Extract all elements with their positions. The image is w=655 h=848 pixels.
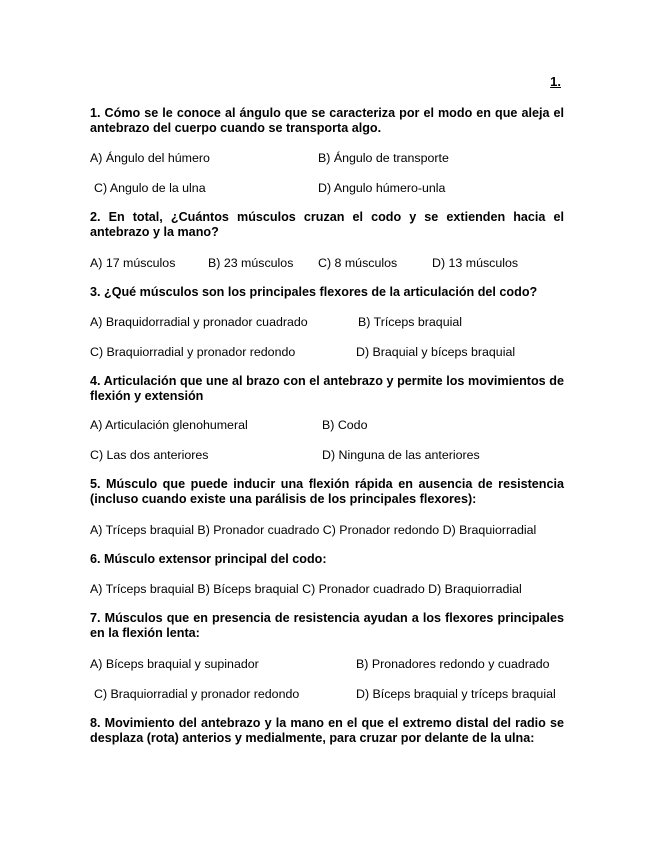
question-3: 3. ¿Qué músculos son los principales flexores de la articulación del codo? bbox=[90, 285, 538, 299]
q1-option-d[interactable]: D) Angulo húmero-unla bbox=[318, 181, 446, 195]
q3-option-b[interactable]: B) Tríceps braquial bbox=[358, 315, 462, 329]
q1-option-b[interactable]: B) Ángulo de transporte bbox=[318, 151, 449, 165]
q6-options-line[interactable]: A) Tríceps braquial B) Bíceps braquial C) Pronador cuadrado D) Braquiorradial bbox=[90, 582, 522, 596]
q3-option-d[interactable]: D) Braquial y bíceps braquial bbox=[356, 345, 516, 359]
question-5: 5. Músculo que puede inducir una flexión rápida en ausencia de resistencia (incluso cuando existe una parálisis de los principales flexores): bbox=[90, 477, 564, 506]
q4-option-d[interactable]: D) Ninguna de las anteriores bbox=[322, 448, 480, 462]
question-8: 8. Movimiento del antebrazo y la mano en el que el extremo distal del radio se desplaza (rota) anterios y medialmente, para cruzar por delante de la ulna: bbox=[90, 716, 564, 745]
q2-option-b[interactable]: B) 23 músculos bbox=[208, 256, 294, 270]
q4-option-c[interactable]: C) Las dos anteriores bbox=[90, 448, 209, 462]
question-4: 4. Articulación que une al brazo con el antebrazo y permite los movimientos de flexión y extensión bbox=[90, 374, 564, 403]
q2-option-a[interactable]: A) 17 músculos bbox=[90, 256, 176, 270]
q7-option-c[interactable]: C) Braquiorradial y pronador redondo bbox=[94, 687, 300, 701]
q7-option-b[interactable]: B) Pronadores redondo y cuadrado bbox=[356, 657, 550, 671]
q1-option-c[interactable]: C) Angulo de la ulna bbox=[94, 181, 206, 195]
q5-options-line[interactable]: A) Tríceps braquial B) Pronador cuadrado C) Pronador redondo D) Braquiorradial bbox=[90, 523, 537, 537]
q3-option-a[interactable]: A) Braquidorradial y pronador cuadrado bbox=[90, 315, 308, 329]
page-number: 1. bbox=[550, 74, 561, 89]
q7-option-d[interactable]: D) Bíceps braquial y tríceps braquial bbox=[356, 687, 556, 701]
q1-option-a[interactable]: A) Ángulo del húmero bbox=[90, 151, 210, 165]
q3-option-c[interactable]: C) Braquiorradial y pronador redondo bbox=[90, 345, 296, 359]
q2-option-d[interactable]: D) 13 músculos bbox=[432, 256, 519, 270]
question-7: 7. Músculos que en presencia de resistencia ayudan a los flexores principales en la flexión lenta: bbox=[90, 611, 564, 640]
question-6: 6. Músculo extensor principal del codo: bbox=[90, 552, 327, 566]
question-1: 1. Cómo se le conoce al ángulo que se caracteriza por el modo en que aleja el antebrazo del cuerpo cuando se transporta algo. bbox=[90, 106, 564, 135]
q4-option-a[interactable]: A) Articulación glenohumeral bbox=[90, 418, 248, 432]
question-2: 2. En total, ¿Cuántos músculos cruzan el codo y se extienden hacia el antebrazo y la mano? bbox=[90, 210, 564, 239]
q7-option-a[interactable]: A) Bíceps braquial y supinador bbox=[90, 657, 259, 671]
q2-option-c[interactable]: C) 8 músculos bbox=[318, 256, 398, 270]
q4-option-b[interactable]: B) Codo bbox=[322, 418, 368, 432]
